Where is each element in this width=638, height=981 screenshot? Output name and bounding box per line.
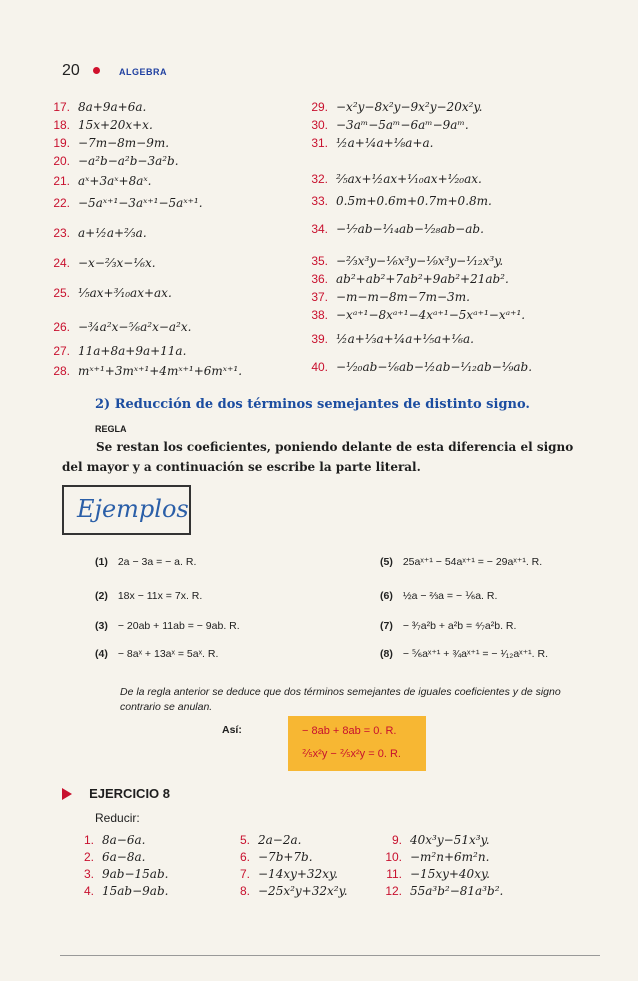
item-expression: aˣ+3aˣ+8aˣ. [78, 174, 152, 188]
item-number: 1. [83, 833, 94, 847]
item-expression: 6a−8a. [102, 850, 146, 864]
item-expression: −¹⁄₂₀ab−⅙ab−½ab−¹⁄₁₂ab−⅑ab. [336, 360, 533, 374]
problem-row [306, 304, 525, 323]
rule-text: Se restan los coeficientes, poniendo delante de esta diferencia el signo del mayor y a continuación se escribe la parte literal. [62, 440, 574, 474]
item-number: (3) [95, 620, 108, 632]
problem-row [306, 268, 509, 287]
item-expression: − 8aˣ + 13aˣ = 5aˣ. R. [117, 648, 219, 660]
bottom-rule [60, 955, 600, 956]
item-expression: −7b+7b. [258, 850, 313, 864]
item-expression: a+½a+⅔a. [78, 226, 147, 240]
item-number: 7. [239, 867, 250, 881]
example-row [95, 620, 240, 632]
item-number: 40. [311, 360, 328, 374]
highlight-line-1: − 8ab + 8ab = 0. R. [302, 725, 397, 737]
item-number: 22. [53, 196, 70, 210]
problem-row [48, 192, 203, 211]
item-number: 36. [311, 272, 328, 286]
exercise-item [228, 880, 348, 899]
item-expression: −m²n+6m²n. [410, 850, 490, 864]
item-number: (5) [380, 556, 393, 568]
item-expression: ab²+ab²+7ab²+9ab²+21ab². [336, 272, 509, 286]
example-row [95, 556, 196, 568]
arrow-icon [62, 788, 72, 800]
deduction-note: De la regla anterior se deduce que dos términos semejantes de iguales coeficientes y de signo contrario se anulan. [120, 686, 561, 713]
problem-row [306, 218, 484, 237]
item-number: 39. [311, 332, 328, 346]
item-number: (8) [380, 648, 393, 660]
item-number: 28. [53, 364, 70, 378]
problem-row [306, 356, 532, 375]
exercise-item [72, 880, 168, 899]
item-expression: 40x³y−51x³y. [410, 833, 490, 847]
item-expression: −¾a²x−⅚a²x−a²x. [78, 320, 192, 334]
problem-row [48, 316, 191, 335]
example-row [380, 556, 542, 568]
problem-row [306, 132, 434, 151]
example-row [380, 648, 548, 660]
item-expression: ½a+¼a+⅛a+a. [336, 136, 434, 150]
problem-row [48, 282, 172, 301]
item-number: 9. [391, 833, 402, 847]
problem-row [306, 190, 492, 209]
item-number: (4) [95, 648, 108, 660]
highlight-line-2: ⅖x²y − ⅖x²y = 0. R. [302, 748, 401, 760]
page-number: 20 [62, 62, 80, 79]
item-number: 5. [239, 833, 250, 847]
item-number: 17. [53, 100, 70, 114]
item-number: 10. [385, 850, 402, 864]
item-number: 25. [53, 286, 70, 300]
item-number: 6. [239, 850, 250, 864]
item-number: (1) [95, 556, 108, 568]
item-expression: ½a − ⅔a = − ⅙a. R. [402, 590, 498, 602]
item-expression: −xᵃ⁺¹−8xᵃ⁺¹−4xᵃ⁺¹−5xᵃ⁺¹−xᵃ⁺¹. [336, 308, 526, 322]
item-number: 3. [83, 867, 94, 881]
item-expression: 0.5m+0.6m+0.7m+0.8m. [336, 194, 492, 208]
problem-row [306, 168, 482, 187]
item-expression: −⅐ab−¹⁄₁₄ab−¹⁄₂₈ab−ab. [336, 222, 484, 236]
item-number: 12. [385, 884, 402, 898]
page-header [62, 60, 167, 80]
example-row [380, 590, 497, 602]
bullet-icon [93, 67, 100, 74]
exercise-title: EJERCICIO 8 [89, 786, 171, 801]
item-expression: −25x²y+32x²y. [258, 884, 348, 898]
item-expression: −m−m−8m−7m−3m. [336, 290, 470, 304]
item-expression: ½a+⅓a+¼a+⅕a+⅙a. [336, 332, 474, 346]
problem-row [306, 328, 474, 347]
item-number: 29. [311, 100, 328, 114]
item-number: 30. [311, 118, 328, 132]
item-expression: − ⅚aˣ⁺¹ + ¾aˣ⁺¹ = − ¹⁄₁₂aˣ⁺¹. R. [402, 648, 548, 660]
item-expression: −x²y−8x²y−9x²y−20x²y. [336, 100, 483, 114]
item-expression: −14xy+32xy. [258, 867, 338, 881]
item-expression: −7m−8m−9m. [78, 136, 170, 150]
item-number: 2. [83, 850, 94, 864]
item-expression: 9ab−15ab. [102, 867, 169, 881]
item-number: 23. [53, 226, 70, 240]
item-number: 26. [53, 320, 70, 334]
exercise-instruction: Reducir: [95, 811, 140, 825]
ejemplos-title: Ejemplos [77, 495, 189, 523]
item-number: (2) [95, 590, 108, 602]
item-expression: 15x+20x+x. [78, 118, 153, 132]
item-expression: − ³⁄₇a²b + a²b = ⁴⁄₇a²b. R. [402, 620, 517, 632]
section-label: ALGEBRA [118, 67, 167, 77]
item-number: 27. [53, 344, 70, 358]
item-number: 35. [311, 254, 328, 268]
item-expression: −a²b−a²b−3a²b. [78, 154, 179, 168]
item-expression: 55a³b²−81a³b². [410, 884, 504, 898]
problem-row [48, 150, 179, 169]
ejemplos-box [62, 485, 191, 535]
item-number: 37. [311, 290, 328, 304]
item-expression: −15xy+40xy. [410, 867, 490, 881]
highlight-box [288, 716, 426, 771]
exercise-header [62, 783, 170, 802]
item-number: (7) [380, 620, 393, 632]
exercise-item [380, 880, 503, 899]
item-expression: −3aᵐ−5aᵐ−6aᵐ−9aᵐ. [336, 118, 469, 132]
example-row [380, 620, 516, 632]
example-row [95, 590, 202, 602]
example-row [95, 648, 218, 660]
item-expression: 2a−2a. [258, 833, 302, 847]
item-expression: 8a+9a+6a. [78, 100, 147, 114]
item-expression: mˣ⁺¹+3mˣ⁺¹+4mˣ⁺¹+6mˣ⁺¹. [78, 364, 243, 378]
item-expression: −5aˣ⁺¹−3aˣ⁺¹−5aˣ⁺¹. [78, 196, 203, 210]
item-number: 31. [311, 136, 328, 150]
problem-row [306, 286, 470, 305]
item-expression: 8a−6a. [102, 833, 146, 847]
subsection-heading: 2) Reducción de dos términos semejantes de distinto signo. [95, 397, 530, 412]
item-expression: −x−⅔x−⅙x. [78, 256, 156, 270]
item-expression: 18x − 11x = 7x. R. [117, 590, 203, 602]
item-expression: 25aˣ⁺¹ − 54aˣ⁺¹ = − 29aˣ⁺¹. R. [402, 556, 543, 568]
regla-label: REGLA [95, 424, 127, 434]
problem-row [48, 340, 186, 359]
item-expression: ⅕ax+³⁄₁₀ax+ax. [78, 286, 172, 300]
problem-row [48, 96, 146, 115]
problem-row [306, 114, 469, 133]
item-number: 11. [386, 867, 402, 881]
item-number: 18. [53, 118, 70, 132]
item-number: 38. [311, 308, 328, 322]
item-number: 24. [53, 256, 70, 270]
problem-row [48, 170, 151, 189]
item-number: 33. [311, 194, 328, 208]
item-number: 34. [311, 222, 328, 236]
problem-row [306, 96, 482, 115]
problem-row [48, 114, 153, 133]
item-expression: 2a − 3a = − a. R. [117, 556, 197, 568]
item-expression: − 20ab + 11ab = − 9ab. R. [117, 620, 240, 632]
item-number: 8. [239, 884, 250, 898]
item-expression: 15ab−9ab. [102, 884, 169, 898]
problem-row [48, 360, 242, 379]
item-number: 32. [311, 172, 328, 186]
item-number: (6) [380, 590, 393, 602]
item-expression: ⅖ax+½ax+¹⁄₁₀ax+¹⁄₂₀ax. [336, 172, 482, 186]
problem-row [306, 250, 503, 269]
item-expression: −⅔x³y−⅙x³y−⅑x³y−¹⁄₁₂x³y. [336, 254, 504, 268]
problem-row [48, 132, 169, 151]
item-number: 4. [83, 884, 94, 898]
problem-row [48, 222, 147, 241]
item-expression: 11a+8a+9a+11a. [78, 344, 187, 358]
item-number: 21. [53, 174, 70, 188]
item-number: 19. [53, 136, 70, 150]
asi-label: Así: [222, 724, 242, 736]
item-number: 20. [53, 154, 70, 168]
problem-row [48, 252, 156, 271]
